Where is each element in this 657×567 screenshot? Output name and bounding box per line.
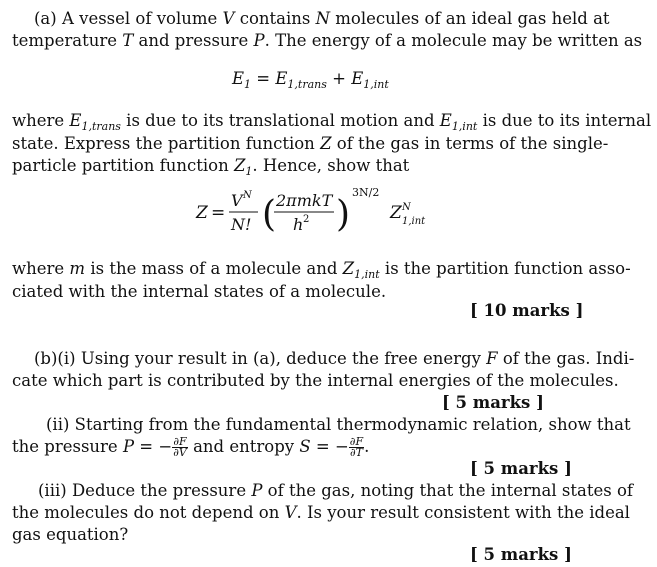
part-b-i-marks: [ 5 marks ] [442, 393, 544, 412]
eq-tail-sub: 1,int [402, 216, 426, 227]
eq-num-v: V [231, 191, 243, 210]
part-a-line-3: where $E_{1,trans}$ is due to its translational motion and $E_{1,int}$ is due to its internal [12, 111, 652, 133]
part-a-line-7: ciated with the internal states of a molecule. [12, 282, 387, 301]
eq-inner-num: 2πmkT [276, 191, 333, 210]
equation-svg [196, 184, 456, 244]
eq-inner-den-sup: 2 [303, 214, 310, 225]
part-a-line-6: where m is the mass of a molecule and $Z_{1,int}$ is the partition function asso- [12, 259, 631, 281]
part-a-line-4: state. Express the partition function Z of the gas in terms of the single- [12, 134, 609, 153]
part-b-line-7: gas equation? [12, 525, 129, 544]
part-b-line-2: cate which part is contributed by the internal energies of the molecules. [12, 371, 619, 390]
dfdv-fraction: $\frac{\partial F}{\partial V}$ [173, 435, 187, 459]
part-b-ii-marks: [ 5 marks ] [470, 459, 572, 478]
part-b-line-1: (b)(i) Using your result in (a), deduce the free energy F of the gas. Indi- [34, 349, 635, 368]
eq-rparen: ) [336, 194, 351, 235]
part-a-line-1: (a) A vessel of volume V contains N molecules of an ideal gas held at [34, 9, 610, 28]
eq-den-nfact: N! [231, 215, 252, 234]
eq-inner-den-h: h [293, 215, 304, 234]
eq-lhs-z: Z [196, 203, 208, 223]
part-a-marks: [ 10 marks ] [470, 301, 584, 320]
energy-equation: $E_1 = E_{1,trans} + E_{1,int}$ [232, 69, 389, 91]
eq-power: 3N/2 [352, 186, 380, 199]
part-b-iii-marks: [ 5 marks ] [470, 545, 572, 564]
part-a-line-5: particle partition function $Z_1$. Hence, show that [12, 156, 410, 178]
eq-tail-sup-n: N [402, 202, 411, 213]
part-a-line-2: temperature T and pressure P. The energy of a molecule may be written as [12, 31, 643, 50]
part-b-line-3: (ii) Starting from the fundamental thermodynamic relation, show that [46, 415, 631, 434]
part-b-line-5: (iii) Deduce the pressure P of the gas, noting that the internal states of [38, 481, 633, 500]
part-b-line-4: the pressure P = − $\frac{\partial F}{\partial V}$ and entropy S = − $\frac{\partial F}{\partial T}$ . [12, 435, 370, 459]
eq-tail-z: Z [390, 203, 402, 223]
dfdt-fraction: $\frac{\partial F}{\partial T}$ [349, 435, 364, 459]
eq-equals: = [211, 203, 226, 223]
partition-function-equation [196, 184, 456, 244]
eq-lparen: ( [262, 194, 277, 235]
part-b-line-6: the molecules do not depend on V. Is your result consistent with the ideal [12, 503, 630, 522]
eq-num-sup-n: N [243, 190, 252, 201]
